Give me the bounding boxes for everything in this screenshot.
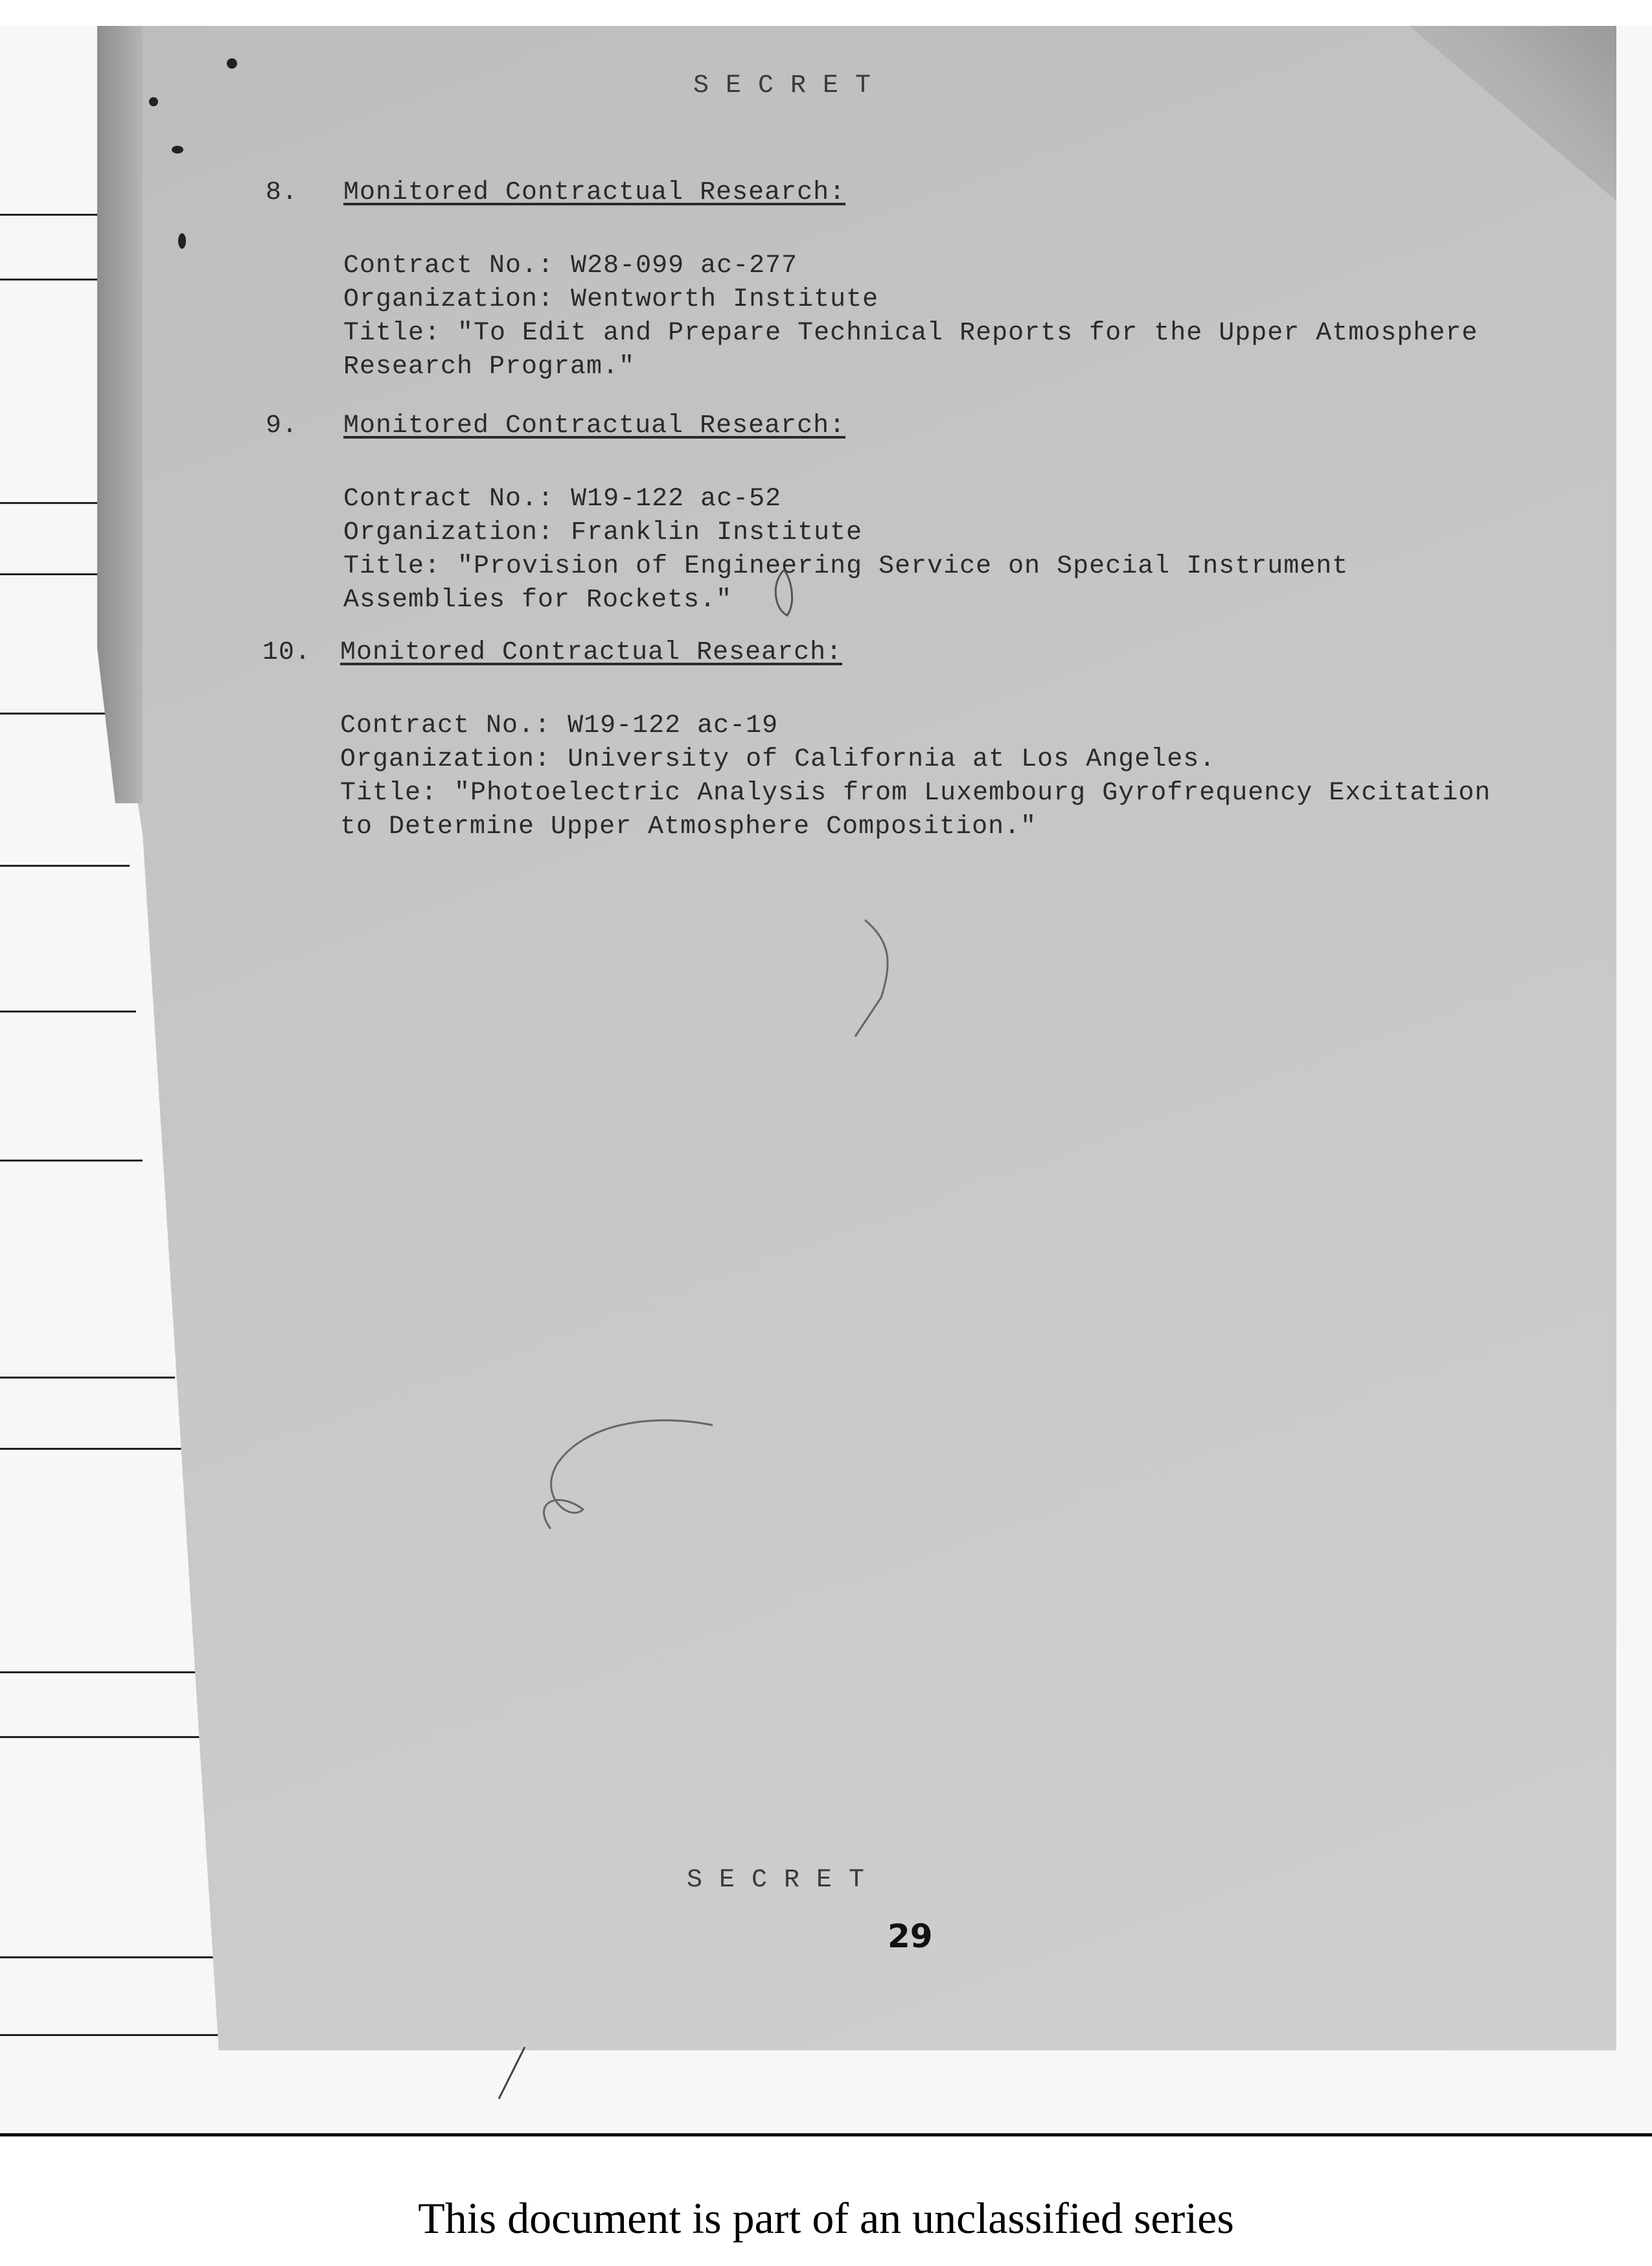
title-label: Title: [343,319,441,348]
title-continuation: Assemblies for Rockets." [343,586,733,615]
contract-value: W19-122 ac-19 [568,711,779,740]
title-label: Title: [343,552,441,581]
item-heading: Monitored Contractual Research: [340,638,843,667]
organization-value: University of California at Los Angeles. [568,745,1216,774]
item-number: 10. [262,638,312,667]
contract-label: Contract No.: [340,711,551,740]
organization-label: Organization: [343,285,555,314]
organization-label: Organization: [340,745,551,774]
classification-stamp-top: SECRET [693,71,888,100]
contract-label: Contract No.: [343,251,555,280]
title-label: Title: [340,779,438,808]
item-heading: Monitored Contractual Research: [343,411,846,441]
contract-label: Contract No.: [343,485,555,514]
contract-value: W28-099 ac-277 [571,251,798,280]
contract-value: W19-122 ac-52 [571,485,782,514]
title-continuation: Research Program." [343,352,636,382]
item-number: 8. [266,178,299,207]
scan-bottom-border [0,2133,1652,2136]
item-heading: Monitored Contractual Research: [343,178,846,207]
footer-note: This document is part of an unclassified series [418,2193,1234,2243]
organization-label: Organization: [343,518,555,547]
organization-value: Wentworth Institute [571,285,879,314]
classification-stamp-bottom: SECRET [687,1866,882,1895]
title-value: "To Edit and Prepare Technical Reports for the Upper Atmosphere [457,319,1478,348]
organization-value: Franklin Institute [571,518,863,547]
page-number: 29 [888,1917,933,1955]
title-continuation: to Determine Upper Atmosphere Composition." [340,812,1037,841]
title-value: "Photoelectric Analysis from Luxembourg Gyrofrequency Excitation [454,779,1491,808]
title-value: "Provision of Engineering Service on Special Instrument [457,552,1349,581]
item-number: 9. [266,411,299,441]
